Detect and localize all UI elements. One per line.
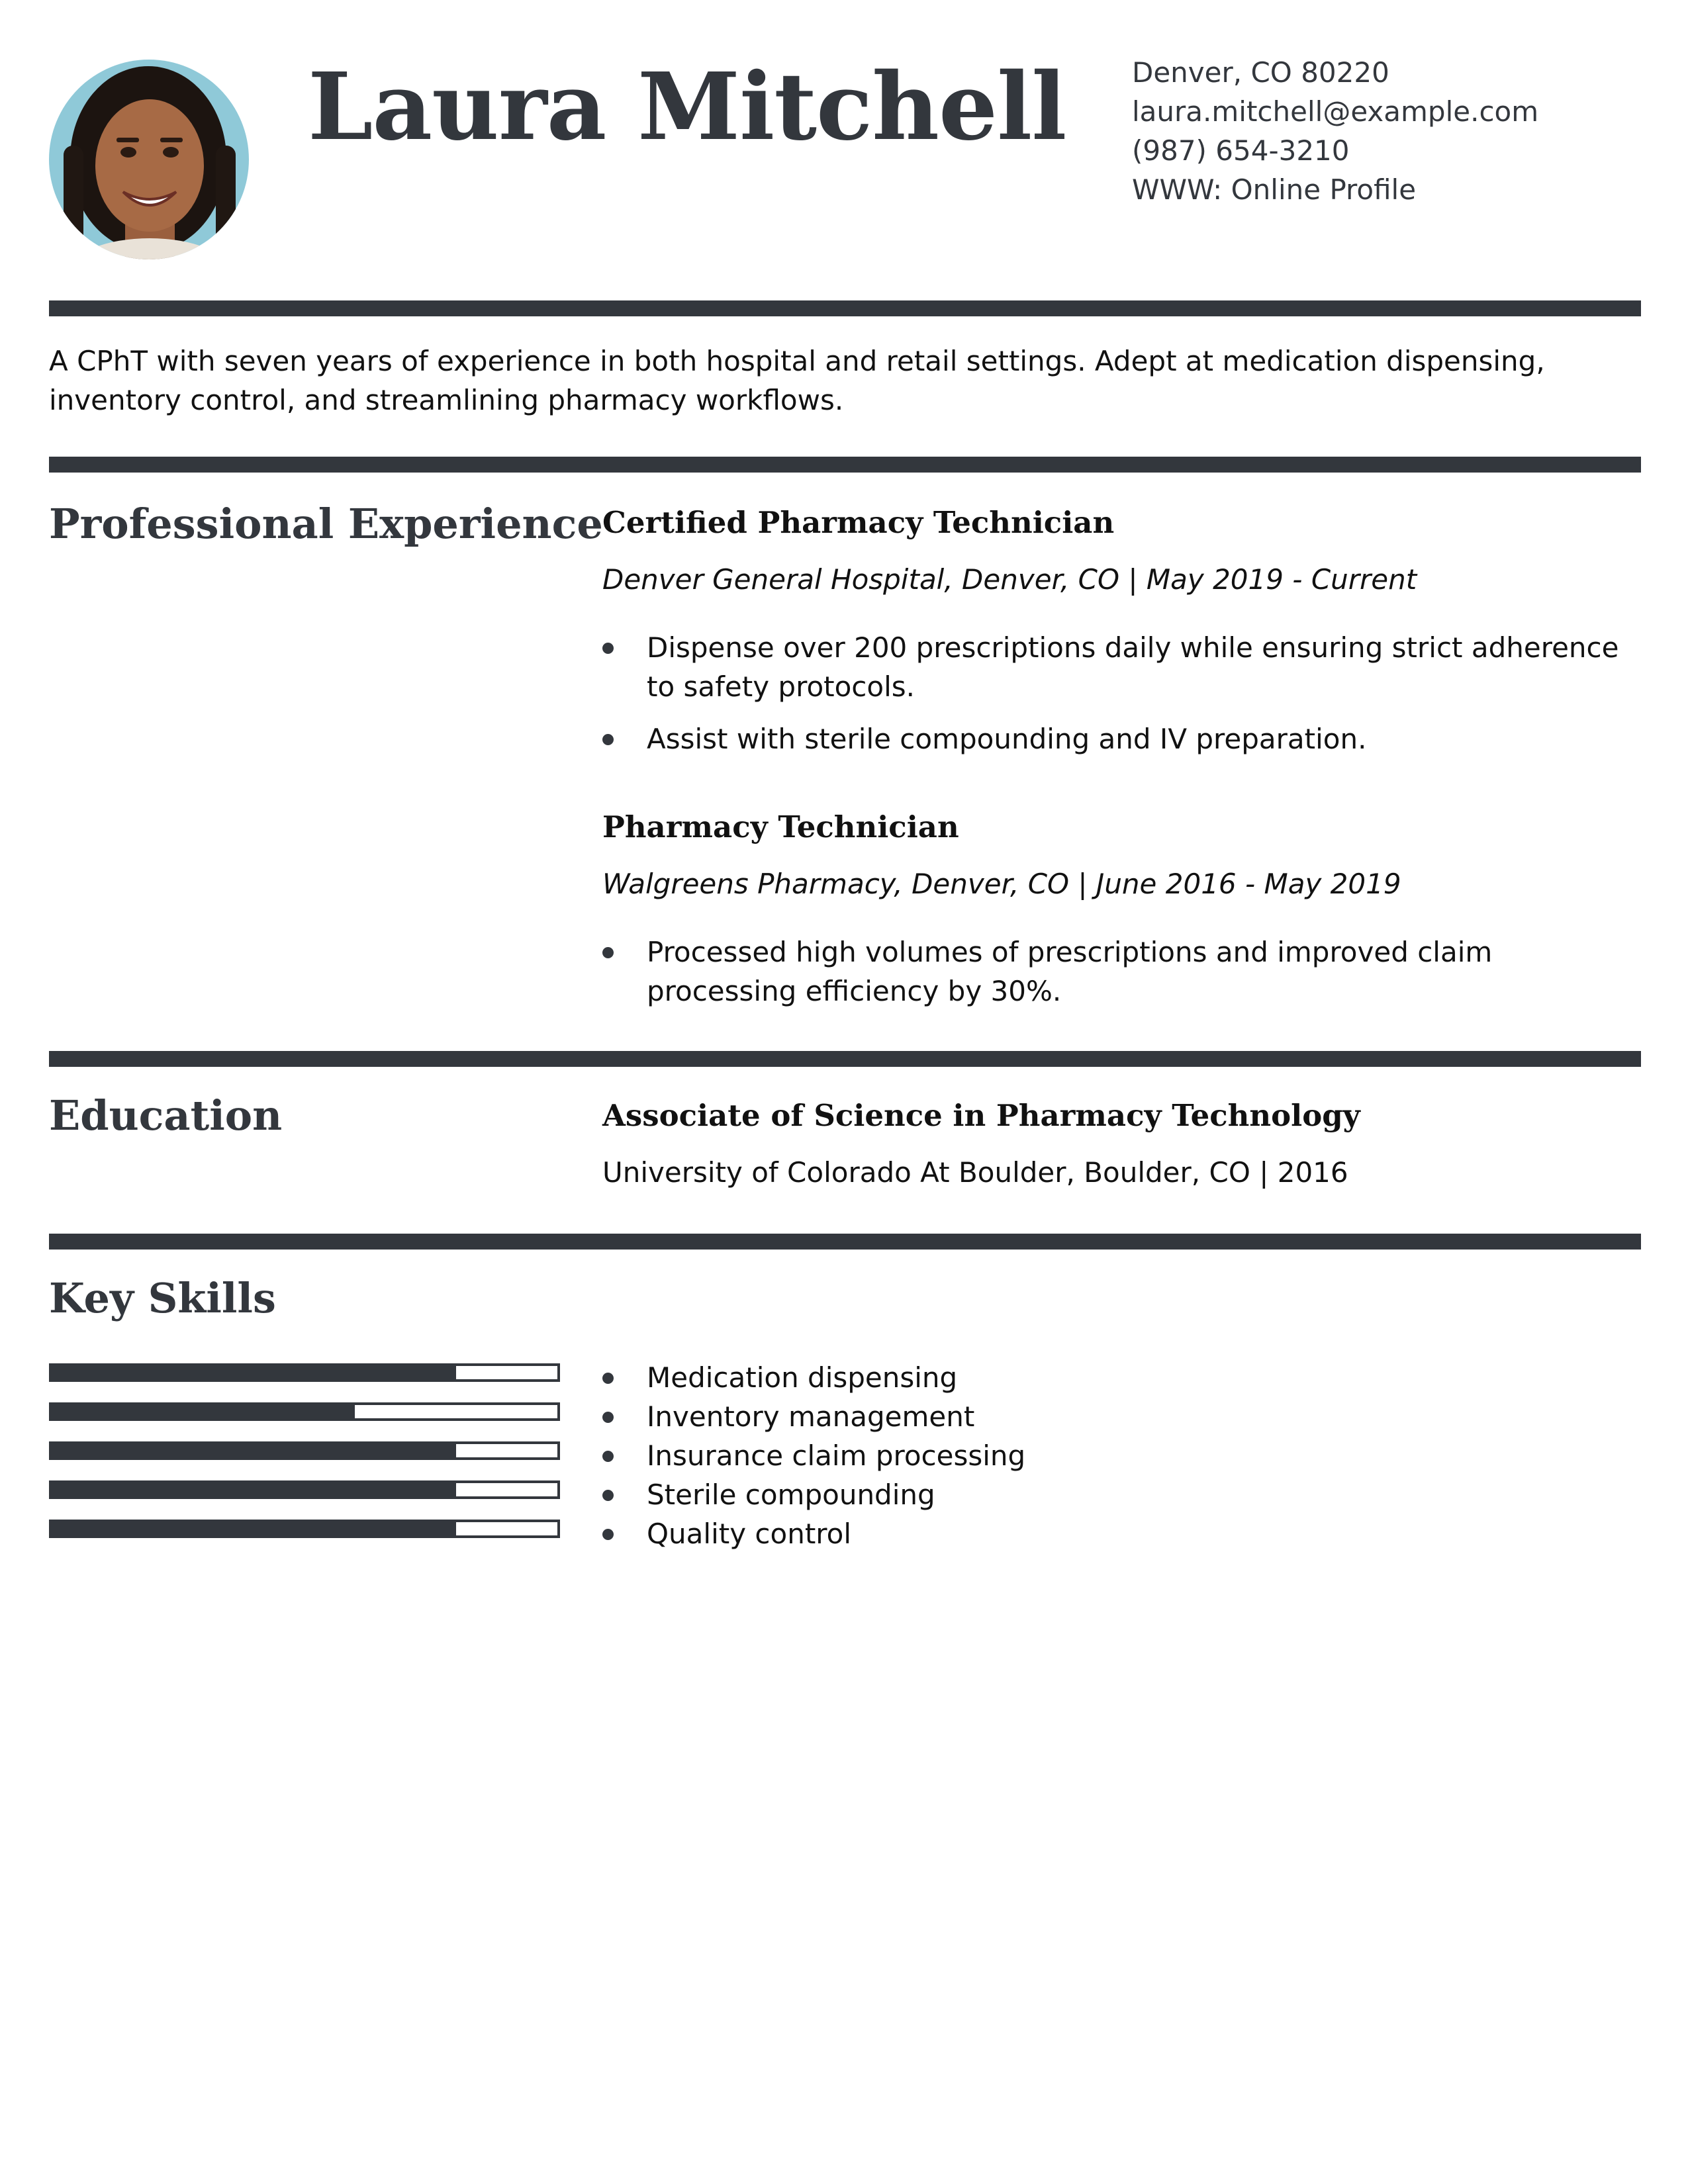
skills-list bbox=[602, 1358, 1025, 1553]
degree-title: Associate of Science in Pharmacy Technology bbox=[602, 1098, 1360, 1133]
divider bbox=[49, 300, 1641, 316]
profile-photo-illustration bbox=[49, 60, 249, 259]
skill-level-fill bbox=[52, 1405, 355, 1418]
contact-block bbox=[1132, 53, 1538, 209]
skill-level-bar bbox=[49, 1441, 560, 1460]
candidate-name: Laura Mitchell bbox=[308, 53, 1066, 161]
education-heading: Education bbox=[49, 1091, 283, 1140]
list-item: Inventory management bbox=[602, 1397, 1025, 1436]
skill-level-fill bbox=[52, 1522, 456, 1535]
skill-level-bar bbox=[49, 1480, 560, 1499]
list-item: Insurance claim processing bbox=[602, 1436, 1025, 1475]
summary-text: A CPhT with seven years of experience in both hospital and retail settings. Adept at medication dispensing, inventory control, and streamlining pharmacy workflows. bbox=[49, 345, 1545, 416]
education-entry bbox=[602, 1096, 1642, 1192]
skill-bars bbox=[49, 1363, 560, 1559]
list-item: Sterile compounding bbox=[602, 1475, 1025, 1514]
skill-level-bar bbox=[49, 1402, 560, 1421]
job-title: Certified Pharmacy Technician bbox=[602, 505, 1115, 540]
job-entry bbox=[602, 807, 1642, 1011]
divider bbox=[49, 1234, 1641, 1250]
job-meta: Denver General Hospital, Denver, CO | May 2019 - Current bbox=[602, 563, 1417, 596]
skill-level-fill bbox=[52, 1366, 456, 1379]
list-item: Dispense over 200 prescriptions daily while ensuring strict adherence to safety protocols. bbox=[602, 628, 1642, 706]
contact-phone: (987) 654-3210 bbox=[1132, 134, 1350, 167]
job-entry bbox=[602, 503, 1642, 758]
divider bbox=[49, 1051, 1641, 1067]
list-item: Quality control bbox=[602, 1514, 1025, 1553]
contact-email[interactable]: laura.mitchell@example.com bbox=[1132, 95, 1539, 128]
skill-level-bar bbox=[49, 1363, 560, 1382]
list-item: Medication dispensing bbox=[602, 1358, 1025, 1397]
list-item: Assist with sterile compounding and IV preparation. bbox=[602, 719, 1642, 758]
skill-level-bar bbox=[49, 1520, 560, 1538]
job-bullets bbox=[602, 933, 1642, 1011]
skill-level-fill bbox=[52, 1444, 456, 1457]
experience-heading: Professional Experience bbox=[49, 500, 603, 548]
skills-heading: Key Skills bbox=[49, 1274, 276, 1322]
job-bullets bbox=[602, 628, 1642, 758]
profile-photo bbox=[49, 60, 249, 259]
list-item: Processed high volumes of prescriptions and improved claim processing efficiency by 30%. bbox=[602, 933, 1642, 1011]
contact-location: Denver, CO 80220 bbox=[1132, 56, 1389, 89]
contact-website[interactable]: WWW: Online Profile bbox=[1132, 173, 1417, 206]
job-meta: Walgreens Pharmacy, Denver, CO | June 2016 - May 2019 bbox=[602, 868, 1401, 900]
skill-level-fill bbox=[52, 1483, 456, 1496]
divider bbox=[49, 457, 1641, 473]
job-title: Pharmacy Technician bbox=[602, 809, 959, 844]
education-meta: University of Colorado At Boulder, Boulder, CO | 2016 bbox=[602, 1156, 1348, 1189]
